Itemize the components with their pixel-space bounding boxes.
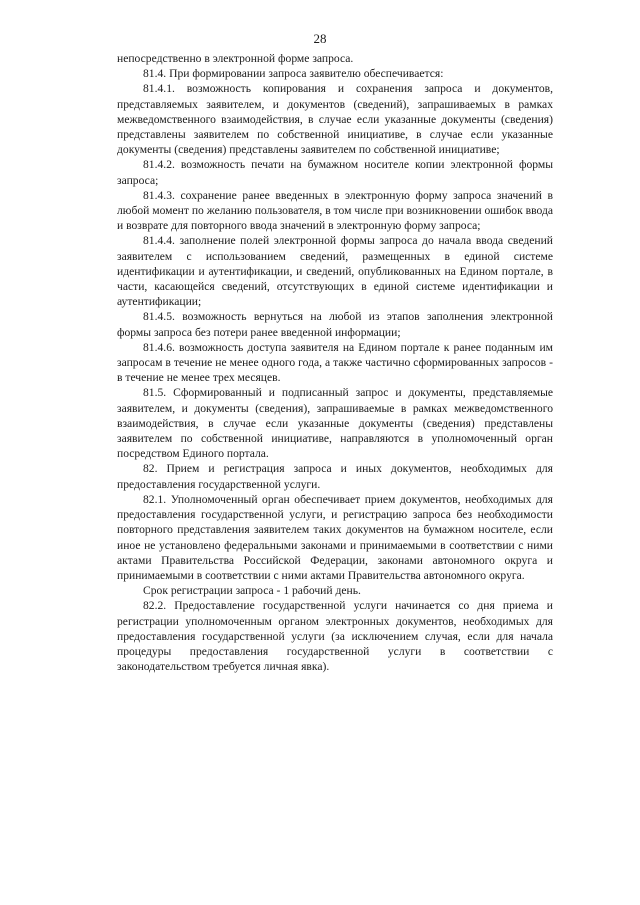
paragraph-registration-term: Срок регистрации запроса - 1 рабочий день. — [143, 584, 361, 598]
document-body — [117, 51, 553, 674]
paragraph-81-4-2: 81.4.2. возможность печати на бумажном носителе копии электронной формы запроса; — [117, 158, 553, 187]
paragraph-82-1: 82.1. Уполномоченный орган обеспечивает прием документов, необходимых для предоставления государственной услуги, и регистрацию запроса без необходимости повторного представления заявителем таких документов на бумажном носителе, если иное не установлено федеральными законами и принимаемыми в соответствии с ними актами Правительства Российской Федерации, законами автономного округа и принимаемыми в соответствии с ними актами Правительства автономного округа. — [117, 492, 553, 582]
paragraph-81-4: 81.4. При формировании запроса заявителю обеспечивается: — [143, 67, 444, 81]
paragraph-81-4-1: 81.4.1. возможность копирования и сохранения запроса и документов, представляемых заявителем, и документов (сведений), запрашиваемых в рамках межведомственного взаимодействия, в случае если указанные документы (сведения) представлены заявителем по собственной инициативе, в случае если указанные документы (сведения) представлены заявителем по собственной инициативе; — [117, 82, 553, 157]
paragraph-81-4-6: 81.4.6. возможность доступа заявителя на Едином портале к ранее поданным им запросам в течение не менее одного года, а также частично сформированных запросов - в течение не менее трех месяцев. — [117, 340, 553, 385]
paragraph-82-2: 82.2. Предоставление государственной услуги начинается со дня приема и регистрации уполномоченным органом электронных документов, необходимых для предоставления государственной услуги (за исключением случая, если для начала процедуры предоставления государственной услуги в соответствии с законодательством требуется личная явка). — [117, 599, 553, 674]
paragraph-81-5: 81.5. Сформированный и подписанный запрос и документы, представляемые заявителем, и документы (сведения), запрашиваемые в рамках межведомственного взаимодействия, в случае если указанные документы (сведения) представлены заявителем по собственной инициативе, направляются в уполномоченный орган посредством Единого портала. — [117, 386, 553, 461]
paragraph-81-4-3: 81.4.3. сохранение ранее введенных в электронную форму запроса значений в любой момент по желанию пользователя, в том числе при возникновении ошибок ввода и возврате для повторного ввода значений в электронную форму запроса; — [117, 188, 553, 233]
paragraph-82: 82. Прием и регистрация запроса и иных документов, необходимых для предоставления государственной услуги. — [117, 462, 553, 491]
paragraph-continuation: непосредственно в электронной форме запроса. — [117, 52, 354, 65]
page-number: 28 — [313, 31, 327, 46]
paragraph-81-4-4: 81.4.4. заполнение полей электронной формы запроса до начала ввода сведений заявителем с использованием сведений, размещенных в единой системе идентификации и аутентификации, и сведений, опубликованных на Едином портале, в части, касающейся сведений, отсутствующих в единой системе идентификации и аутентификации; — [117, 234, 553, 309]
paragraph-81-4-5: 81.4.5. возможность вернуться на любой из этапов заполнения электронной формы запроса без потери ранее введенной информации; — [117, 310, 553, 339]
